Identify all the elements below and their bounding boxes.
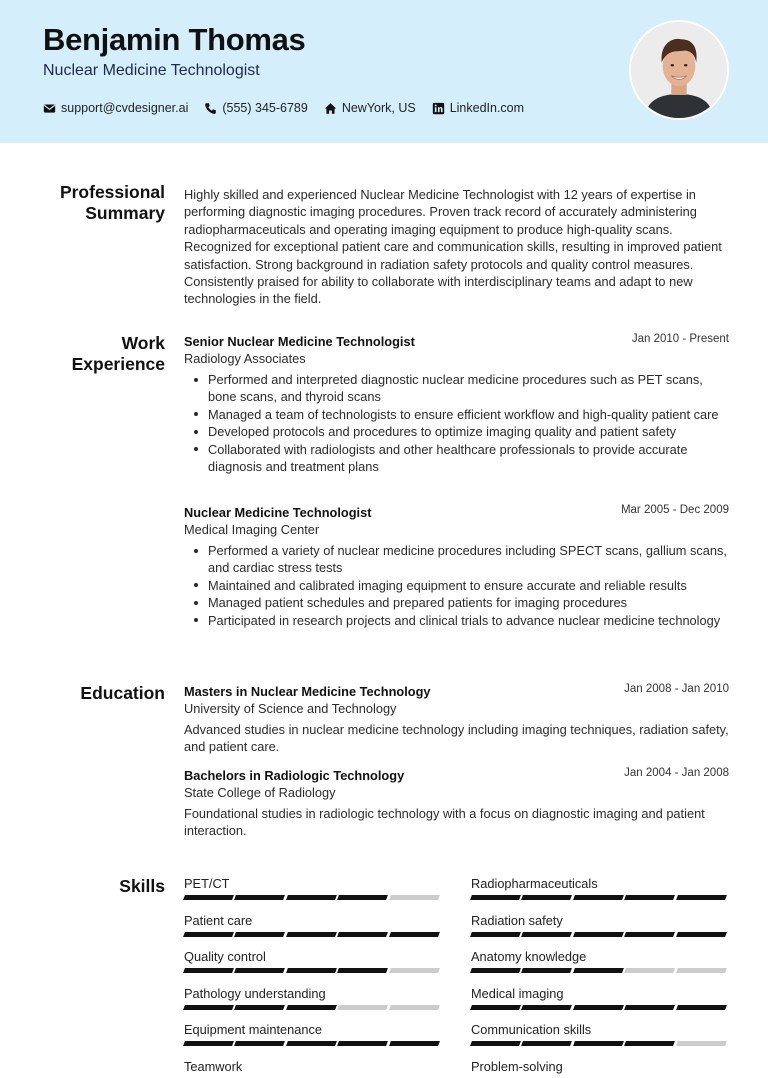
skill-rating-segment	[624, 1041, 675, 1046]
skill-rating-segment	[389, 1005, 440, 1010]
skill-rating-segment	[521, 1041, 572, 1046]
skill-rating-segment	[337, 932, 388, 937]
skill-rating-segment	[470, 932, 521, 937]
skill-rating-segment	[676, 932, 727, 937]
skill-rating-segment	[470, 895, 521, 900]
skill-rating-segment	[286, 895, 337, 900]
skill-name: Communication skills	[471, 1022, 592, 1038]
skill-rating-segment	[573, 968, 624, 973]
education-entry	[184, 767, 729, 840]
skill-rating-segment	[389, 1041, 440, 1046]
skill-rating-segment	[234, 1005, 285, 1010]
skill-name: Radiopharmaceuticals	[471, 876, 598, 891]
skill-rating-segment	[389, 895, 440, 900]
skill-rating-bar	[184, 968, 441, 973]
skill-rating-segment	[521, 932, 572, 937]
skill-rating-segment	[676, 895, 727, 900]
contact-linkedin-text: LinkedIn.com	[449, 101, 525, 115]
job-bullet: Managed patient schedules and prepared patients for imaging procedures	[184, 594, 729, 611]
education-heading: Education	[80, 683, 165, 703]
degree-title: Masters in Nuclear Medicine Technology	[184, 684, 431, 699]
school-name: State College of Radiology	[184, 785, 336, 800]
profile-photo	[631, 22, 727, 118]
skill-item	[184, 876, 441, 900]
skill-rating-segment	[234, 895, 285, 900]
job-bullet: Developed protocols and procedures to optimize imaging quality and patient safety	[184, 423, 729, 440]
envelope-icon	[43, 102, 56, 115]
contact-location-text: NewYork, US	[341, 101, 416, 115]
degree-date: Jan 2008 - Jan 2010	[624, 683, 729, 695]
skill-item	[184, 1059, 441, 1078]
skill-rating-segment	[676, 1041, 727, 1046]
job-bullet: Performed a variety of nuclear medicine procedures including SPECT scans, gallium scans, and cardiac stress tests	[184, 542, 729, 577]
skill-rating-segment	[676, 968, 727, 973]
experience-heading-line1: Work	[121, 333, 165, 353]
summary-heading-line2: Summary	[85, 203, 165, 223]
home-icon	[324, 102, 337, 115]
skill-rating-bar	[184, 1005, 441, 1010]
resume-header	[0, 0, 768, 143]
skill-rating-bar	[184, 895, 441, 900]
job-company: Medical Imaging Center	[184, 522, 320, 537]
contact-location	[324, 101, 416, 115]
skill-name: Problem-solving	[471, 1059, 563, 1074]
phone-icon	[204, 102, 217, 115]
job-bullet: Maintained and calibrated imaging equipment to ensure accurate and reliable results	[184, 577, 729, 594]
job-bullets	[184, 542, 729, 629]
candidate-name: Benjamin Thomas	[43, 22, 306, 57]
experience-heading	[40, 333, 165, 375]
skill-item	[184, 1022, 441, 1046]
skill-rating-segment	[337, 1005, 388, 1010]
contact-email-text: support@cvdesigner.ai	[61, 101, 189, 115]
job-bullet: Participated in research projects and clinical trials to advance nuclear medicine technology	[184, 612, 729, 629]
contact-bar	[43, 101, 540, 115]
skill-rating-segment	[183, 932, 234, 937]
skill-rating-segment	[624, 932, 675, 937]
skill-rating-segment	[286, 1005, 337, 1010]
job-date: Mar 2005 - Dec 2009	[620, 504, 729, 516]
skill-rating-segment	[183, 968, 234, 973]
skill-item	[184, 949, 441, 973]
summary-heading-line1: Professional	[59, 182, 165, 202]
summary-text: Highly skilled and experienced Nuclear Medicine Technologist with 12 years of expertise in performing diagnostic imaging procedures. Proven track record of accurately administering radiopharmaceuticals and operating imaging equipment to produce high-quality scans. Recognized for exceptional patient care and communication skills, resulting in improved patient satisfaction. Strong background in radiation safety protocols and quality control measures. Consistently praised for ability to collaborate with interdisciplinary teams and adapt to new technologies in the field.	[184, 187, 722, 307]
skill-item	[471, 986, 728, 1010]
candidate-title: Nuclear Medicine Technologist	[43, 62, 260, 79]
school-name: University of Science and Technology	[184, 701, 397, 716]
degree-date: Jan 2004 - Jan 2008	[624, 767, 729, 779]
job-company: Radiology Associates	[184, 351, 306, 366]
skill-rating-segment	[573, 932, 624, 937]
degree-description: Foundational studies in radiologic technology with a focus on diagnostic imaging and patient interaction.	[184, 806, 705, 839]
contact-linkedin[interactable]	[432, 101, 524, 115]
job-bullets	[184, 371, 729, 475]
skill-rating-segment	[234, 1041, 285, 1046]
skill-rating-bar	[471, 895, 728, 900]
degree-description: Advanced studies in nuclear medicine technology including imaging techniques, radiation safety, and patient care.	[184, 722, 729, 755]
avatar	[629, 20, 729, 120]
skill-rating-bar	[471, 1041, 728, 1046]
skill-rating-segment	[521, 1005, 572, 1010]
skill-rating-segment	[286, 1041, 337, 1046]
education-entry	[184, 683, 729, 756]
contact-phone[interactable]	[204, 101, 307, 115]
skill-rating-segment	[389, 968, 440, 973]
skill-item	[184, 986, 441, 1010]
skill-rating-segment	[389, 932, 440, 937]
skill-item	[471, 913, 728, 937]
skill-item	[471, 949, 728, 973]
skill-rating-segment	[286, 932, 337, 937]
skill-rating-segment	[337, 895, 388, 900]
skills-heading: Skills	[119, 876, 165, 896]
skill-name: Anatomy knowledge	[471, 949, 587, 965]
skill-rating-bar	[471, 932, 728, 937]
skill-name: Quality control	[184, 949, 266, 965]
skill-rating-segment	[573, 1041, 624, 1046]
skill-name: Medical imaging	[471, 985, 564, 1001]
skill-item	[184, 913, 441, 937]
linkedin-icon	[432, 102, 445, 115]
degree-title: Bachelors in Radiologic Technology	[184, 768, 405, 783]
skill-rating-bar	[471, 968, 728, 973]
skill-rating-bar	[471, 1005, 728, 1010]
skill-rating-segment	[573, 895, 624, 900]
skill-rating-segment	[470, 968, 521, 973]
skill-rating-segment	[624, 1005, 675, 1010]
skill-item	[471, 1022, 728, 1046]
skill-rating-segment	[624, 895, 675, 900]
contact-email[interactable]	[43, 101, 188, 115]
skill-rating-bar	[184, 932, 441, 937]
job-title: Senior Nuclear Medicine Technologist	[184, 334, 415, 349]
skill-rating-segment	[337, 1041, 388, 1046]
job-bullet: Managed a team of technologists to ensure efficient workflow and high-quality patient care	[184, 406, 729, 423]
summary-heading	[40, 182, 165, 224]
job-entry	[184, 504, 729, 629]
skill-rating-segment	[624, 968, 675, 973]
skill-rating-segment	[521, 968, 572, 973]
skill-name: Pathology understanding	[184, 985, 326, 1001]
skill-name: Radiation safety	[471, 912, 563, 928]
skill-name: Equipment maintenance	[184, 1022, 323, 1038]
experience-heading-line2: Experience	[71, 354, 165, 374]
job-date: Jan 2010 - Present	[631, 333, 729, 345]
skill-rating-bar	[184, 1041, 441, 1046]
skill-rating-segment	[337, 968, 388, 973]
skill-rating-segment	[286, 968, 337, 973]
skill-rating-segment	[676, 1005, 727, 1010]
skill-rating-segment	[183, 1005, 234, 1010]
skill-rating-segment	[470, 1005, 521, 1010]
skill-item	[471, 876, 728, 900]
job-title: Nuclear Medicine Technologist	[184, 505, 372, 520]
skill-name: Patient care	[184, 912, 253, 928]
job-entry	[184, 333, 729, 475]
skill-rating-segment	[521, 895, 572, 900]
skill-rating-segment	[573, 1005, 624, 1010]
skill-rating-segment	[234, 932, 285, 937]
skill-rating-segment	[470, 1041, 521, 1046]
skill-item	[471, 1059, 728, 1078]
skill-rating-segment	[234, 968, 285, 973]
skill-rating-segment	[183, 1041, 234, 1046]
job-bullet: Performed and interpreted diagnostic nuclear medicine procedures such as PET scans, bone scans, and thyroid scans	[184, 371, 729, 406]
job-bullet: Collaborated with radiologists and other healthcare professionals to provide accurate diagnosis and treatment plans	[184, 441, 729, 476]
skill-rating-segment	[183, 895, 234, 900]
skill-name: PET/CT	[184, 876, 230, 891]
skill-name: Teamwork	[184, 1059, 243, 1074]
contact-phone-text: (555) 345-6789	[222, 101, 308, 115]
